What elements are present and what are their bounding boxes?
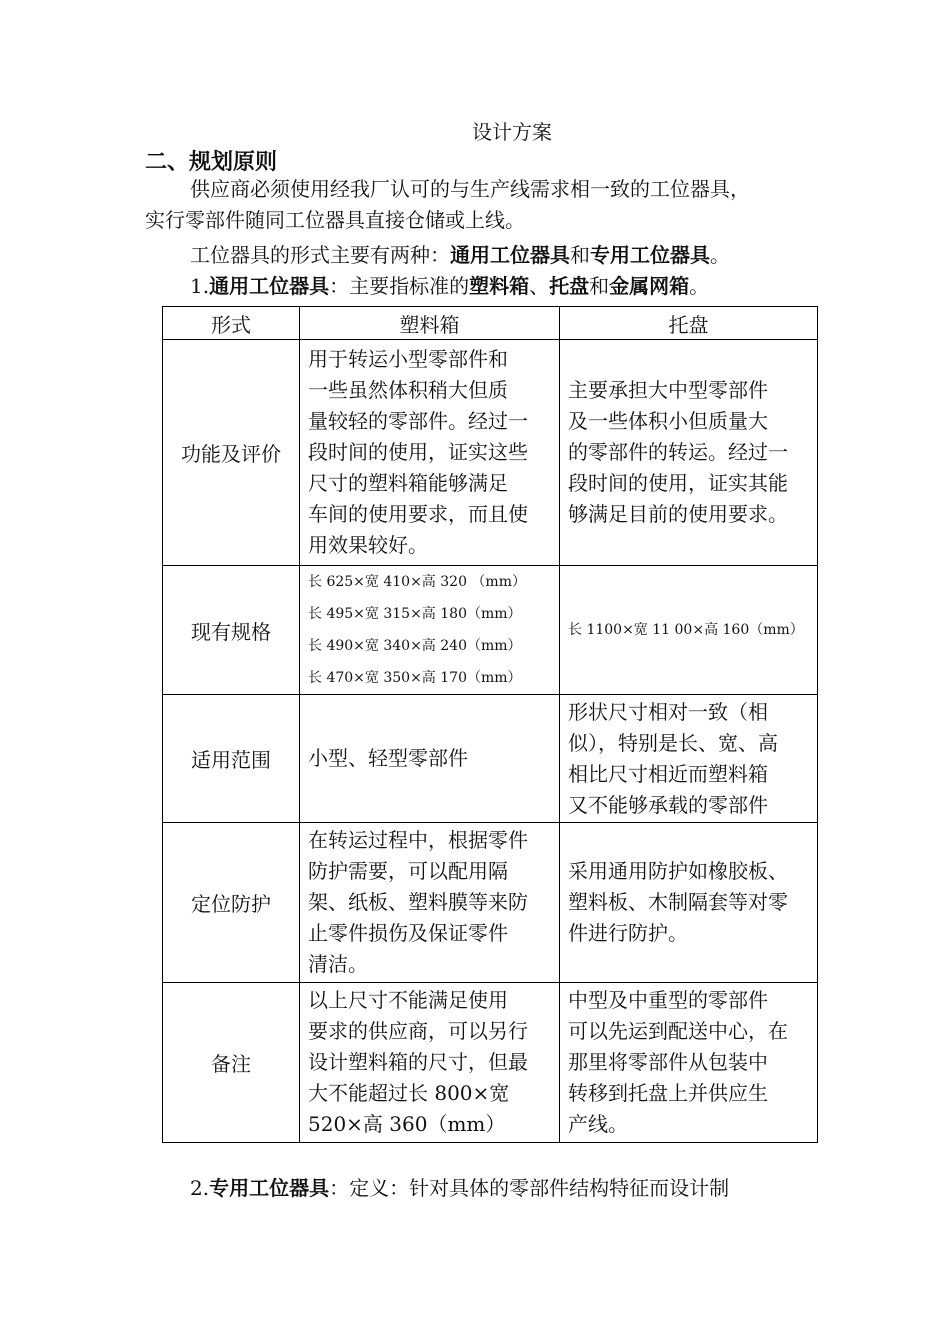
cell-line: 长 1100×宽 11 00×高 160（mm） [568,622,804,638]
item-1-and: 和 [589,274,610,298]
cell-line: 又不能够承载的零部件 [568,792,768,817]
cell-line: 产线。 [568,1112,628,1136]
cell-line: 防护需要，可以配用隔 [308,859,508,883]
cell-plastic-box [300,823,560,983]
item-2-term: 专用工位器具 [209,1176,330,1200]
page-title: 设计方案 [472,120,552,144]
cell-line: 主要承担大中型零部件 [568,378,768,402]
cell-line: 清洁。 [308,952,368,976]
table-row [163,983,818,1143]
cell-pallet [560,566,818,695]
term-special-fixture: 专用工位器具 [590,243,710,267]
table-row [163,566,818,695]
cell-line: 及一些体积小但质量大 [568,409,768,433]
item-1-line [190,271,870,302]
item-1-pallet: 托盘 [549,274,590,298]
item-1-metal-box: 金属网箱 [609,274,690,298]
cell-pallet [560,695,818,823]
cell-line: 量较轻的零部件。经过一 [308,409,528,433]
header-form: 形式 [163,307,300,340]
item-2-number: 2. [190,1176,210,1200]
header-pallet: 托盘 [560,307,818,340]
cell-line: 小型、轻型零部件 [308,746,468,770]
cell-line: 塑料板、木制隔套等对零 [568,890,788,914]
item-2-line [190,1173,870,1204]
item-1-number: 1. [190,274,210,298]
paragraph-2-prefix: 工位器具的形式主要有两种： [190,243,450,267]
cell-line: 在转运过程中，根据零件 [308,828,528,852]
cell-line: 形状尺寸相对一致（相 [568,699,768,724]
paragraph-2-and: 和 [570,243,590,267]
item-2-text: ：定义：针对具体的零部件结构特征而设计制 [329,1176,730,1200]
row-label: 现有规格 [163,566,300,695]
cell-line: 尺寸的塑料箱能够满足 [308,471,508,495]
cell-line: 大不能超过长 800×宽 [308,1081,510,1105]
cell-pallet [560,823,818,983]
row-label: 适用范围 [163,695,300,823]
term-general-fixture: 通用工位器具 [450,243,570,267]
cell-line: 够满足目前的使用要求。 [568,502,788,526]
cell-line: 似），特别是长、宽、高 [568,730,778,755]
cell-line: 长 470×宽 350×高 170（mm） [308,670,522,686]
cell-line: 可以先运到配送中心，在 [568,1019,788,1043]
cell-line: 段时间的使用，证实这些 [308,440,528,464]
cell-line: 车间的使用要求，而且使 [308,502,528,526]
item-1-plastic-box: 塑料箱 [469,274,530,298]
cell-line: 长 625×宽 410×高 320 （mm） [308,574,526,590]
cell-line: 架、纸板、塑料膜等来防 [308,890,528,914]
cell-line: 520×高 360（mm） [308,1112,506,1136]
item-1-sep: 、 [529,274,550,298]
cell-line: 要求的供应商，可以另行 [308,1019,528,1043]
header-plastic-box: 塑料箱 [300,307,560,340]
paragraph-2 [190,240,870,271]
paragraph-2-end: 。 [710,243,730,267]
table-row [163,340,818,566]
cell-line: 的零部件的转运。经过一 [568,440,788,464]
row-label: 定位防护 [163,823,300,983]
cell-line: 那里将零部件从包装中 [568,1050,768,1074]
cell-line: 用于转运小型零部件和 [308,347,508,371]
cell-line: 相比尺寸相近而塑料箱 [568,761,768,786]
cell-line: 用效果较好。 [308,533,428,557]
cell-plastic-box [300,566,560,695]
cell-pallet [560,340,818,566]
section-heading: 二、规划原则 [145,150,278,175]
cell-line: 转移到托盘上并供应生 [568,1081,768,1105]
item-1-term: 通用工位器具 [209,274,330,298]
paragraph-1-line-1: 供应商必须使用经我厂认可的与生产线需求相一致的工位器具， [190,177,750,201]
cell-line: 止零件损伤及保证零件 [308,921,508,945]
cell-pallet [560,983,818,1143]
fixture-table [162,306,818,1143]
cell-plastic-box [300,340,560,566]
item-1-text: ：主要指标准的 [329,274,470,298]
row-label: 功能及评价 [163,340,300,566]
table-row [163,695,818,823]
item-1-end: 。 [689,274,710,298]
cell-line: 件进行防护。 [568,921,688,945]
cell-line: 一些虽然体积稍大但质 [308,378,508,402]
cell-plastic-box [300,983,560,1143]
table-header-row [163,307,818,340]
cell-line: 中型及中重型的零部件 [568,988,768,1012]
cell-line: 长 490×宽 340×高 240（mm） [308,638,522,654]
cell-line: 采用通用防护如橡胶板、 [568,859,788,883]
cell-line: 长 495×宽 315×高 180（mm） [308,606,522,622]
cell-line: 以上尺寸不能满足使用 [308,988,508,1012]
table-row [163,823,818,983]
paragraph-1-line-2: 实行零部件随同工位器具直接仓储或上线。 [145,208,525,232]
cell-plastic-box [300,695,560,823]
cell-line: 段时间的使用，证实其能 [568,471,788,495]
cell-line: 设计塑料箱的尺寸，但最 [308,1050,528,1074]
row-label: 备注 [163,983,300,1143]
